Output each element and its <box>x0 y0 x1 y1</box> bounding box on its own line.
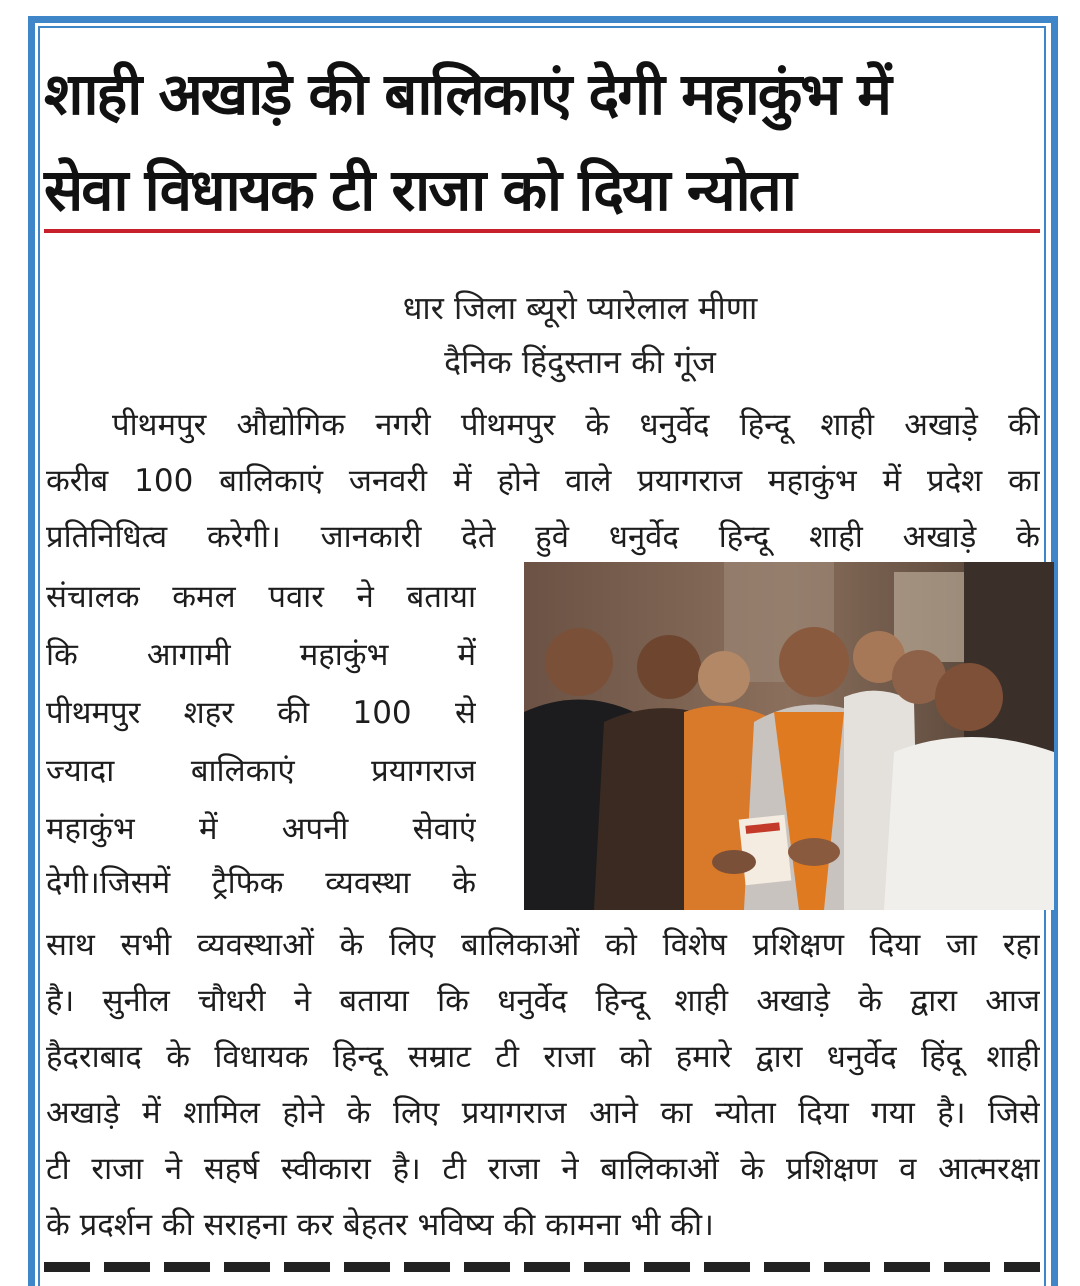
body-line: पीथमपुर औद्योगिक नगरी पीथमपुर के धनुर्वेद हिन्दू शाही अखाड़े की <box>112 407 1040 443</box>
body-line: देगी।जिसमें ट्रैफिक व्यवस्था के <box>46 865 476 901</box>
headline <box>44 46 1044 238</box>
body-line: संचालक कमल पवार ने बताया <box>46 579 476 615</box>
headline-underline <box>44 229 1040 233</box>
body-line: महाकुंभ में अपनी सेवाएं <box>46 811 476 847</box>
cropped-next-line <box>44 1262 1040 1272</box>
body-line: ज्यादा बालिकाएं प्रयागराज <box>46 753 476 789</box>
byline-publication: दैनिक हिंदुस्तान की गूंज <box>444 343 716 381</box>
body-line: साथ सभी व्यवस्थाओं के लिए बालिकाओं को विशेष प्रशिक्षण दिया जा रहा <box>46 927 1040 963</box>
body-line: अखाड़े में शामिल होने के लिए प्रयागराज आने का न्योता दिया गया है। जिसे <box>46 1095 1040 1131</box>
body-line: टी राजा ने सहर्ष स्वीकारा है। टी राजा ने बालिकाओं के प्रशिक्षण व आत्मरक्षा <box>46 1151 1040 1187</box>
headline-line-1: शाही अखाड़े की बालिकाएं देगी महाकुंभ में <box>44 60 890 128</box>
byline-bureau: धार जिला ब्यूरो प्यारेलाल मीणा <box>402 289 758 327</box>
body-line: हैदराबाद के विधायक हिन्दू सम्राट टी राजा को हमारे द्वारा धनुर्वेद हिंदू शाही <box>46 1039 1040 1075</box>
body-line: पीथमपुर शहर की 100 से <box>46 695 476 731</box>
body-line: प्रतिनिधित्व करेगी। जानकारी देते हुवे धनुर्वेद हिन्दू शाही अखाड़े के <box>46 519 1040 555</box>
photo-group-invitation <box>524 562 1054 910</box>
body-line: है। सुनील चौधरी ने बताया कि धनुर्वेद हिन्दू शाही अखाड़े के द्वारा आज <box>46 983 1040 1019</box>
body-line: के प्रदर्शन की सराहना कर बेहतर भविष्य की कामना भी की। <box>46 1207 714 1243</box>
headline-line-2: सेवा विधायक टी राजा को दिया न्योता <box>44 156 795 224</box>
body-line: कि आगामी महाकुंभ में <box>46 637 476 673</box>
body-line: करीब 100 बालिकाएं जनवरी में होने वाले प्रयागराज महाकुंभ में प्रदेश का <box>46 463 1040 499</box>
news-photo <box>524 562 1054 910</box>
